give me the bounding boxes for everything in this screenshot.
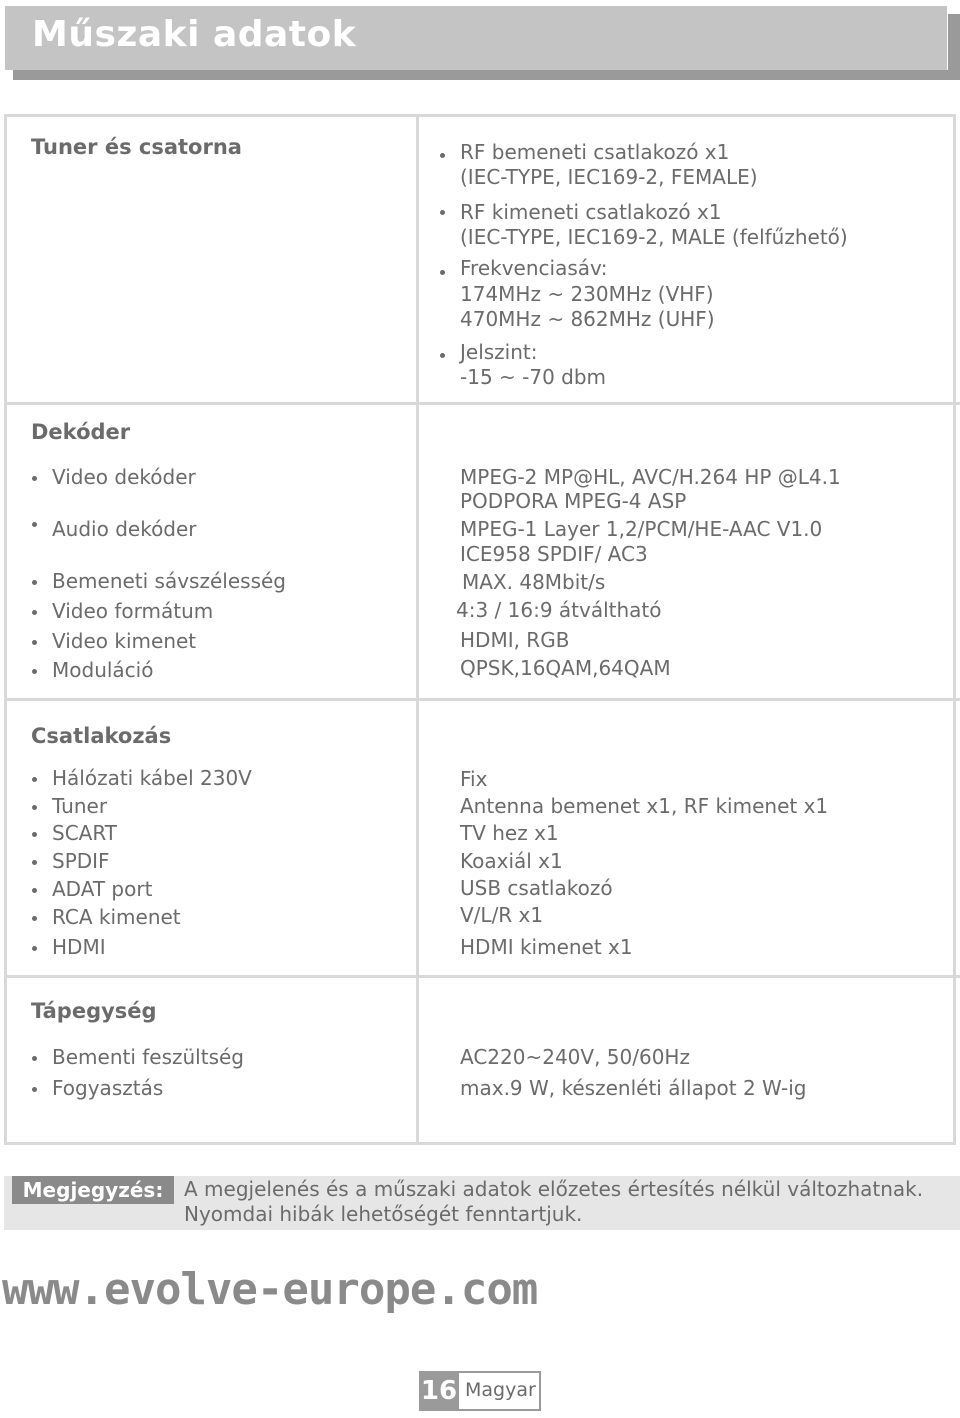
connection-value: TV hez x1 — [460, 821, 559, 845]
bullet — [440, 210, 445, 215]
connection-value: HDMI kimenet x1 — [460, 935, 633, 959]
bullet — [440, 153, 445, 158]
power-label: Fogyasztás — [52, 1076, 164, 1100]
tuner-line: Jelszint: — [460, 340, 538, 364]
row-divider — [4, 698, 960, 701]
tuner-line: 174MHz ~ 230MHz (VHF) — [460, 282, 714, 306]
bullet — [32, 640, 37, 645]
decoder-value: 4:3 / 16:9 átváltható — [456, 598, 662, 622]
note-label: Megjegyzés: — [12, 1176, 174, 1204]
bullet — [440, 270, 445, 275]
row-divider — [4, 402, 960, 405]
note-text-line1: A megjelenés és a műszaki adatok előzetes értesítés nélkül változhatnak. — [184, 1177, 924, 1201]
decoder-label: Audio dekóder — [52, 517, 197, 541]
page-title: Műszaki adatok — [32, 14, 357, 55]
section-heading-decoder: Dekóder — [31, 420, 131, 444]
power-value: AC220~240V, 50/60Hz — [460, 1045, 690, 1069]
row-divider — [4, 975, 960, 978]
website-url: www.evolve-europe.com — [2, 1264, 538, 1315]
bullet — [32, 610, 37, 615]
bullet — [32, 916, 37, 921]
tuner-line: (IEC-TYPE, IEC169-2, FEMALE) — [460, 165, 758, 189]
decoder-label: Video dekóder — [52, 465, 196, 489]
bullet — [32, 1087, 37, 1092]
bullet — [32, 777, 37, 782]
connection-label: Tuner — [52, 794, 108, 818]
bullet — [32, 832, 37, 837]
decoder-value: MPEG-1 Layer 1,2/PCM/HE-AAC V1.0 — [460, 517, 823, 541]
decoder-label: Bemeneti sávszélesség — [52, 569, 286, 593]
page-number: 16 — [419, 1371, 459, 1411]
tuner-line: RF kimeneti csatlakozó x1 — [460, 200, 722, 224]
column-divider — [416, 114, 419, 1145]
connection-label: HDMI — [52, 935, 106, 959]
section-heading-tuner: Tuner és csatorna — [31, 135, 242, 159]
connection-label: ADAT port — [52, 877, 153, 901]
decoder-label: Video formátum — [52, 599, 214, 623]
tuner-line: -15 ~ -70 dbm — [460, 365, 607, 389]
tuner-line: (IEC-TYPE, IEC169-2, MALE (felfűzhető) — [460, 225, 848, 249]
tuner-line: 470MHz ~ 862MHz (UHF) — [460, 307, 715, 331]
decoder-value: MAX. 48Mbit/s — [462, 570, 606, 594]
connection-label: RCA kimenet — [52, 905, 181, 929]
decoder-value: ICE958 SPDIF/ AC3 — [460, 542, 648, 566]
connection-value: USB csatlakozó — [460, 876, 613, 900]
bullet — [32, 476, 37, 481]
decoder-value: QPSK,16QAM,64QAM — [460, 656, 671, 680]
bullet — [32, 805, 37, 810]
title-shadow-bottom — [13, 70, 960, 80]
bullet — [32, 888, 37, 893]
bullet — [32, 580, 37, 585]
power-value: max.9 W, készenléti állapot 2 W-ig — [460, 1076, 807, 1100]
decoder-value: MPEG-2 MP@HL, AVC/H.264 HP @L4.1 — [460, 465, 841, 489]
bullet — [440, 353, 445, 358]
connection-label: Hálózati kábel 230V — [52, 766, 252, 790]
section-heading-power: Tápegység — [31, 999, 157, 1023]
connection-value: V/L/R x1 — [460, 903, 544, 927]
connection-value: Antenna bemenet x1, RF kimenet x1 — [460, 794, 829, 818]
section-heading-connection: Csatlakozás — [31, 724, 172, 748]
decoder-value: PODPORA MPEG-4 ASP — [460, 489, 687, 513]
connection-value: Fix — [460, 767, 488, 791]
tuner-line: Frekvenciasáv: — [460, 256, 608, 280]
bullet — [32, 860, 37, 865]
power-label: Bementi feszültség — [52, 1045, 245, 1069]
bullet — [32, 1056, 37, 1061]
bullet — [32, 522, 37, 527]
connection-value: Koaxiál x1 — [460, 849, 563, 873]
note-text-line2: Nyomdai hibák lehetőségét fenntartjuk. — [184, 1202, 583, 1226]
bullet — [32, 946, 37, 951]
tuner-line: RF bemeneti csatlakozó x1 — [460, 140, 730, 164]
page-language: Magyar — [465, 1379, 536, 1401]
decoder-label: Moduláció — [52, 658, 154, 682]
decoder-label: Video kimenet — [52, 629, 197, 653]
bullet — [32, 669, 37, 674]
connection-label: SCART — [52, 821, 117, 845]
decoder-value: HDMI, RGB — [460, 628, 570, 652]
connection-label: SPDIF — [52, 849, 110, 873]
